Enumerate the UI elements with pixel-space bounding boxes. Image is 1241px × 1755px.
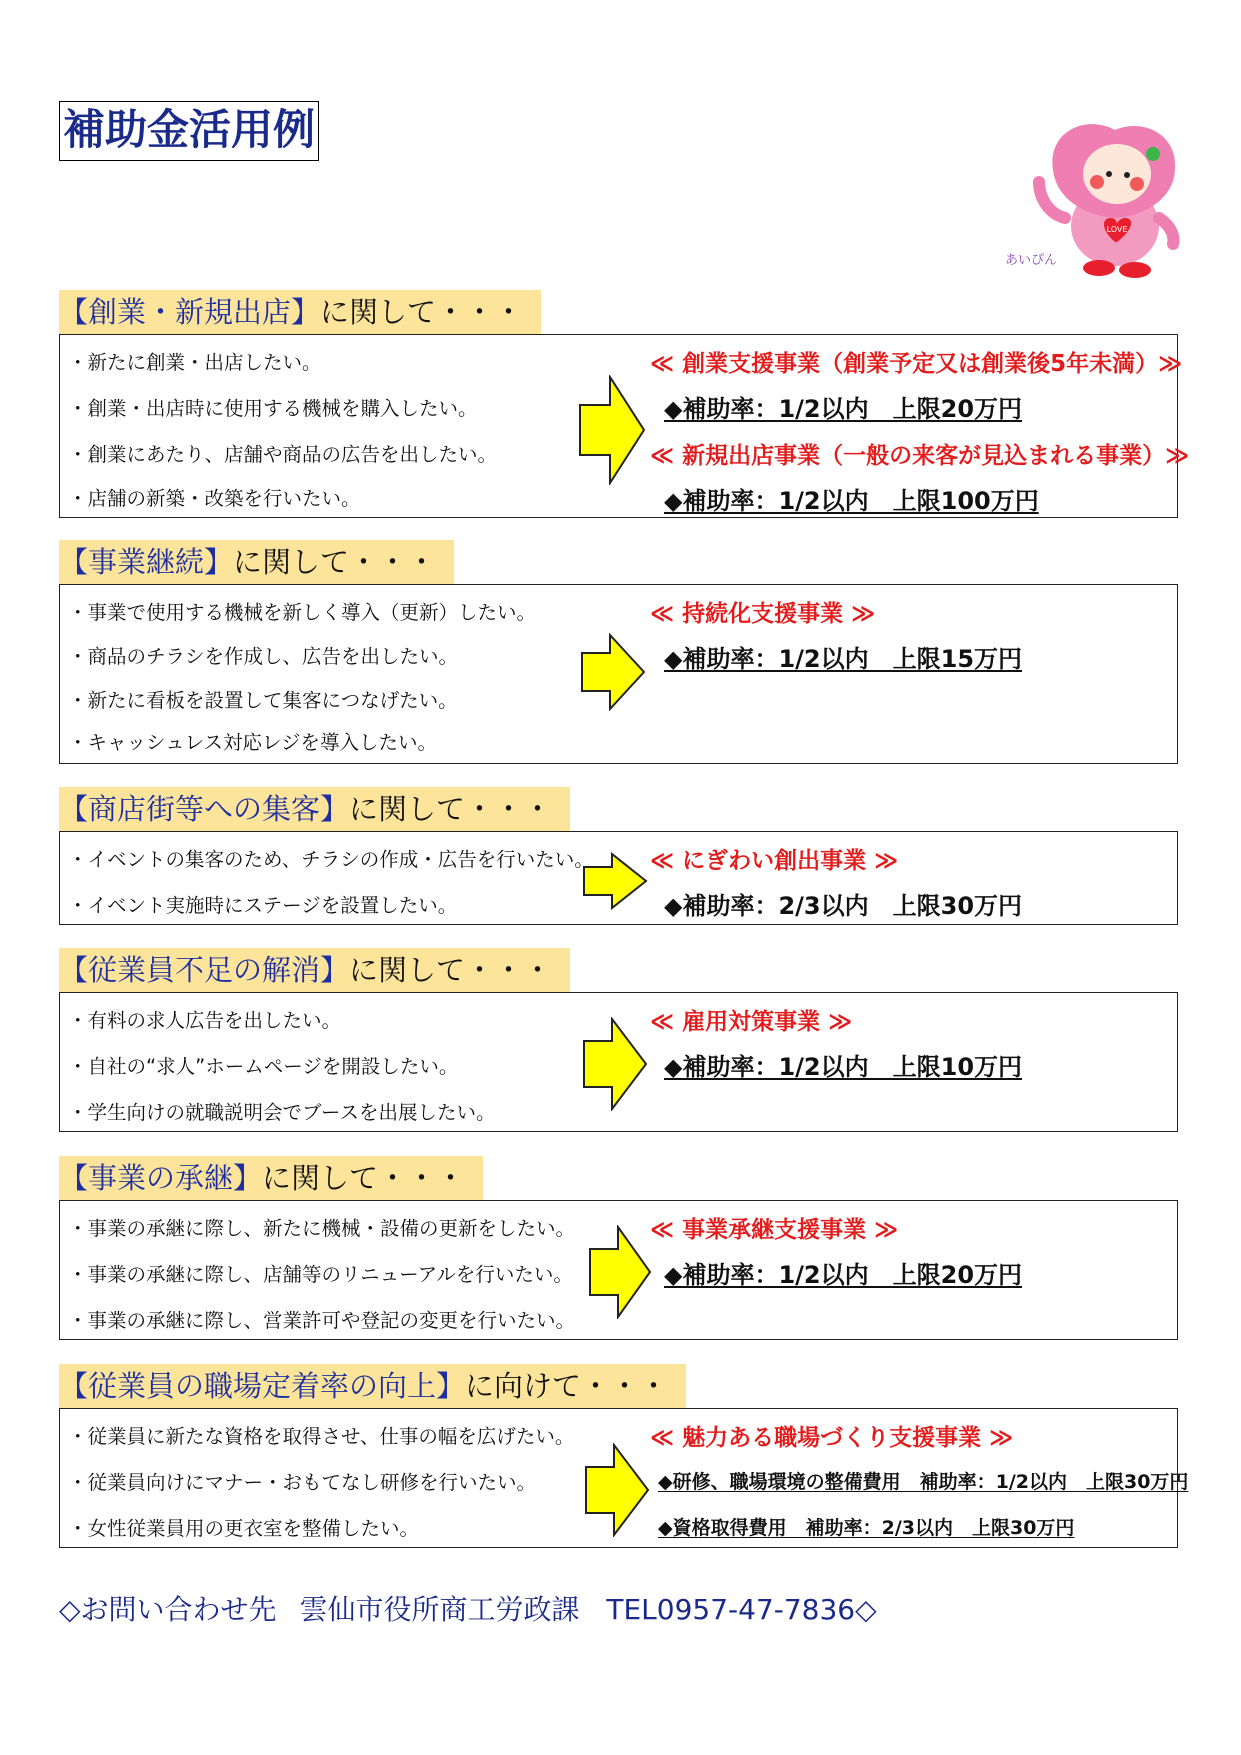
section-box	[59, 584, 1178, 764]
section-suffix: に向けて・・・	[465, 1369, 669, 1403]
mascot-cheek-left	[1090, 175, 1104, 189]
section-header	[59, 1364, 686, 1408]
program-name: ≪ にぎわい創出事業 ≫	[650, 848, 899, 874]
subsidy-rate	[664, 481, 1039, 516]
bullet-item: ・事業の承継に際し、新たに機械・設備の更新をしたい。	[68, 1217, 576, 1240]
section-shopping-street	[59, 787, 1178, 925]
mascot-foot-right	[1119, 262, 1151, 278]
bracket-close: 】	[291, 295, 321, 329]
subsidy-rate-text: ◆補助率：1/2以内 上限15万円	[664, 645, 1023, 673]
subsidy-rate	[664, 639, 1022, 674]
section-suffix: に関して・・・	[349, 792, 553, 826]
bracket-open: 【	[59, 1161, 89, 1195]
bullet-item: ・事業の承継に際し、店舗等のリニューアルを行いたい。	[68, 1263, 573, 1286]
bullet-item: ・イベントの集客のため、チラシの作成・広告を行いたい。	[68, 848, 594, 871]
bullet-item: ・創業にあたり、店舗や商品の広告を出したい。	[68, 443, 498, 466]
section-topic: 商店街等への集客	[88, 792, 321, 826]
clover-icon	[1146, 147, 1160, 161]
program-name: ≪ 雇用対策事業 ≫	[650, 1009, 853, 1035]
section-box	[59, 992, 1178, 1132]
bullet-item: ・学生向けの就職説明会でブースを出展したい。	[68, 1101, 496, 1124]
arrow-icon	[582, 1017, 648, 1111]
arrow-icon	[584, 1443, 650, 1537]
section-topic: 事業の承継	[88, 1161, 234, 1195]
mascot-caption: あいぴん	[1005, 253, 1058, 268]
program-name: ≪ 持続化支援事業 ≫	[650, 601, 876, 627]
subsidy-rate-text: ◆資格取得費用 補助率：2/3以内 上限30万円	[658, 1517, 1075, 1539]
arrow-icon	[582, 852, 648, 910]
mascot-eye-left	[1106, 171, 1112, 177]
contact-lead: ◇お問い合わせ先	[59, 1593, 277, 1626]
section-suffix: に関して・・・	[233, 545, 437, 579]
subsidy-rate	[658, 1513, 1074, 1540]
section-box	[59, 1408, 1189, 1548]
program-name: ≪ 創業支援事業（創業予定又は創業後5年未満）≫	[650, 351, 1183, 377]
mascot-arm-right	[1159, 218, 1173, 244]
subsidy-rate-text: ◆補助率：2/3以内 上限30万円	[664, 892, 1023, 920]
arrow-icon	[578, 375, 646, 485]
subsidy-rate	[664, 1047, 1022, 1082]
section-topic: 従業員の職場定着率の向上	[88, 1369, 437, 1403]
bracket-open: 【	[59, 295, 89, 329]
contact-phone[interactable]: TEL0957-47-7836◇	[606, 1593, 877, 1626]
subsidy-rate	[658, 1467, 1188, 1494]
bracket-close: 】	[320, 953, 350, 987]
bullet-item: ・新たに創業・出店したい。	[68, 351, 322, 374]
mascot-foot-left	[1083, 260, 1115, 276]
section-header	[59, 1156, 483, 1200]
contact-office: 雲仙市役所商工労政課	[299, 1593, 580, 1626]
subsidy-rate	[664, 1255, 1022, 1290]
section-box	[59, 1200, 1178, 1340]
mascot-heart-text: LOVE	[1106, 225, 1128, 234]
bullet-item: ・店舗の新築・改築を行いたい。	[68, 487, 361, 510]
subsidy-rate-text: ◆研修、職場環境の整備費用 補助率：1/2以内 上限30万円	[658, 1471, 1189, 1493]
section-header	[59, 787, 570, 831]
program-name: ≪ 魅力ある職場づくり支援事業 ≫	[650, 1425, 1014, 1451]
bullet-item: ・商品のチラシを作成し、広告を出したい。	[68, 645, 459, 668]
bracket-open: 【	[59, 953, 89, 987]
section-header	[59, 948, 570, 992]
bullet-item: ・従業員向けにマナー・おもてなし研修を行いたい。	[68, 1471, 537, 1494]
bracket-open: 【	[59, 1369, 89, 1403]
bracket-open: 【	[59, 545, 89, 579]
mascot-eye-right	[1124, 172, 1130, 178]
section-staff-shortage	[59, 948, 1178, 1132]
subsidy-rate	[664, 389, 1022, 424]
section-box	[59, 831, 1178, 925]
section-suffix: に関して・・・	[320, 295, 524, 329]
section-suffix: に関して・・・	[349, 953, 553, 987]
arrow-icon	[588, 1225, 652, 1319]
program-name: ≪ 事業承継支援事業 ≫	[650, 1217, 899, 1243]
bullet-item: ・自社の“求人”ホームページを開設したい。	[68, 1055, 459, 1078]
bullet-item: ・従業員に新たな資格を取得させ、仕事の幅を広げたい。	[68, 1425, 575, 1448]
bullet-item: ・創業・出店時に使用する機械を購入したい。	[68, 397, 478, 420]
bracket-close: 】	[233, 1161, 263, 1195]
mascot-face	[1083, 144, 1151, 204]
bullet-item: ・事業で使用する機械を新しく導入（更新）したい。	[68, 601, 537, 624]
subsidy-rate-text: ◆補助率：1/2以内 上限20万円	[664, 395, 1023, 423]
section-topic: 創業・新規出店	[88, 295, 292, 329]
section-topic: 従業員不足の解消	[88, 953, 321, 987]
bracket-open: 【	[59, 792, 89, 826]
section-business-continuity	[59, 540, 1178, 764]
contact-line	[59, 1588, 877, 1628]
bullet-item: ・イベント実施時にステージを設置したい。	[68, 894, 458, 917]
subsidy-rate-text: ◆補助率：1/2以内 上限20万円	[664, 1261, 1023, 1289]
section-topic: 事業継続	[88, 545, 205, 579]
bullet-item: ・女性従業員用の更衣室を整備したい。	[68, 1517, 420, 1540]
bullet-item: ・有料の求人広告を出したい。	[68, 1009, 342, 1032]
section-suffix: に関して・・・	[262, 1161, 466, 1195]
subsidy-rate-text: ◆補助率：1/2以内 上限100万円	[664, 487, 1039, 515]
bullet-item: ・キャッシュレス対応レジを導入したい。	[68, 731, 438, 754]
mascot-cheek-right	[1130, 177, 1144, 191]
page-title: 補助金活用例	[59, 101, 319, 161]
arrow-icon	[580, 633, 646, 711]
section-header	[59, 290, 541, 334]
bracket-close: 】	[204, 545, 234, 579]
subsidy-rate	[664, 886, 1022, 921]
section-header	[59, 540, 454, 584]
section-retention	[59, 1364, 1189, 1548]
bracket-close: 】	[436, 1369, 466, 1403]
program-name: ≪ 新規出店事業（一般の来客が見込まれる事業）≫	[650, 443, 1190, 469]
mascot-illustration	[1005, 118, 1185, 286]
section-business-succession	[59, 1156, 1178, 1340]
subsidy-rate-text: ◆補助率：1/2以内 上限10万円	[664, 1053, 1023, 1081]
section-startup	[59, 290, 1190, 518]
bullet-item: ・事業の承継に際し、営業許可や登記の変更を行いたい。	[68, 1309, 576, 1332]
section-box	[59, 334, 1190, 518]
bracket-close: 】	[320, 792, 350, 826]
bullet-item: ・新たに看板を設置して集客につなげたい。	[68, 689, 458, 712]
